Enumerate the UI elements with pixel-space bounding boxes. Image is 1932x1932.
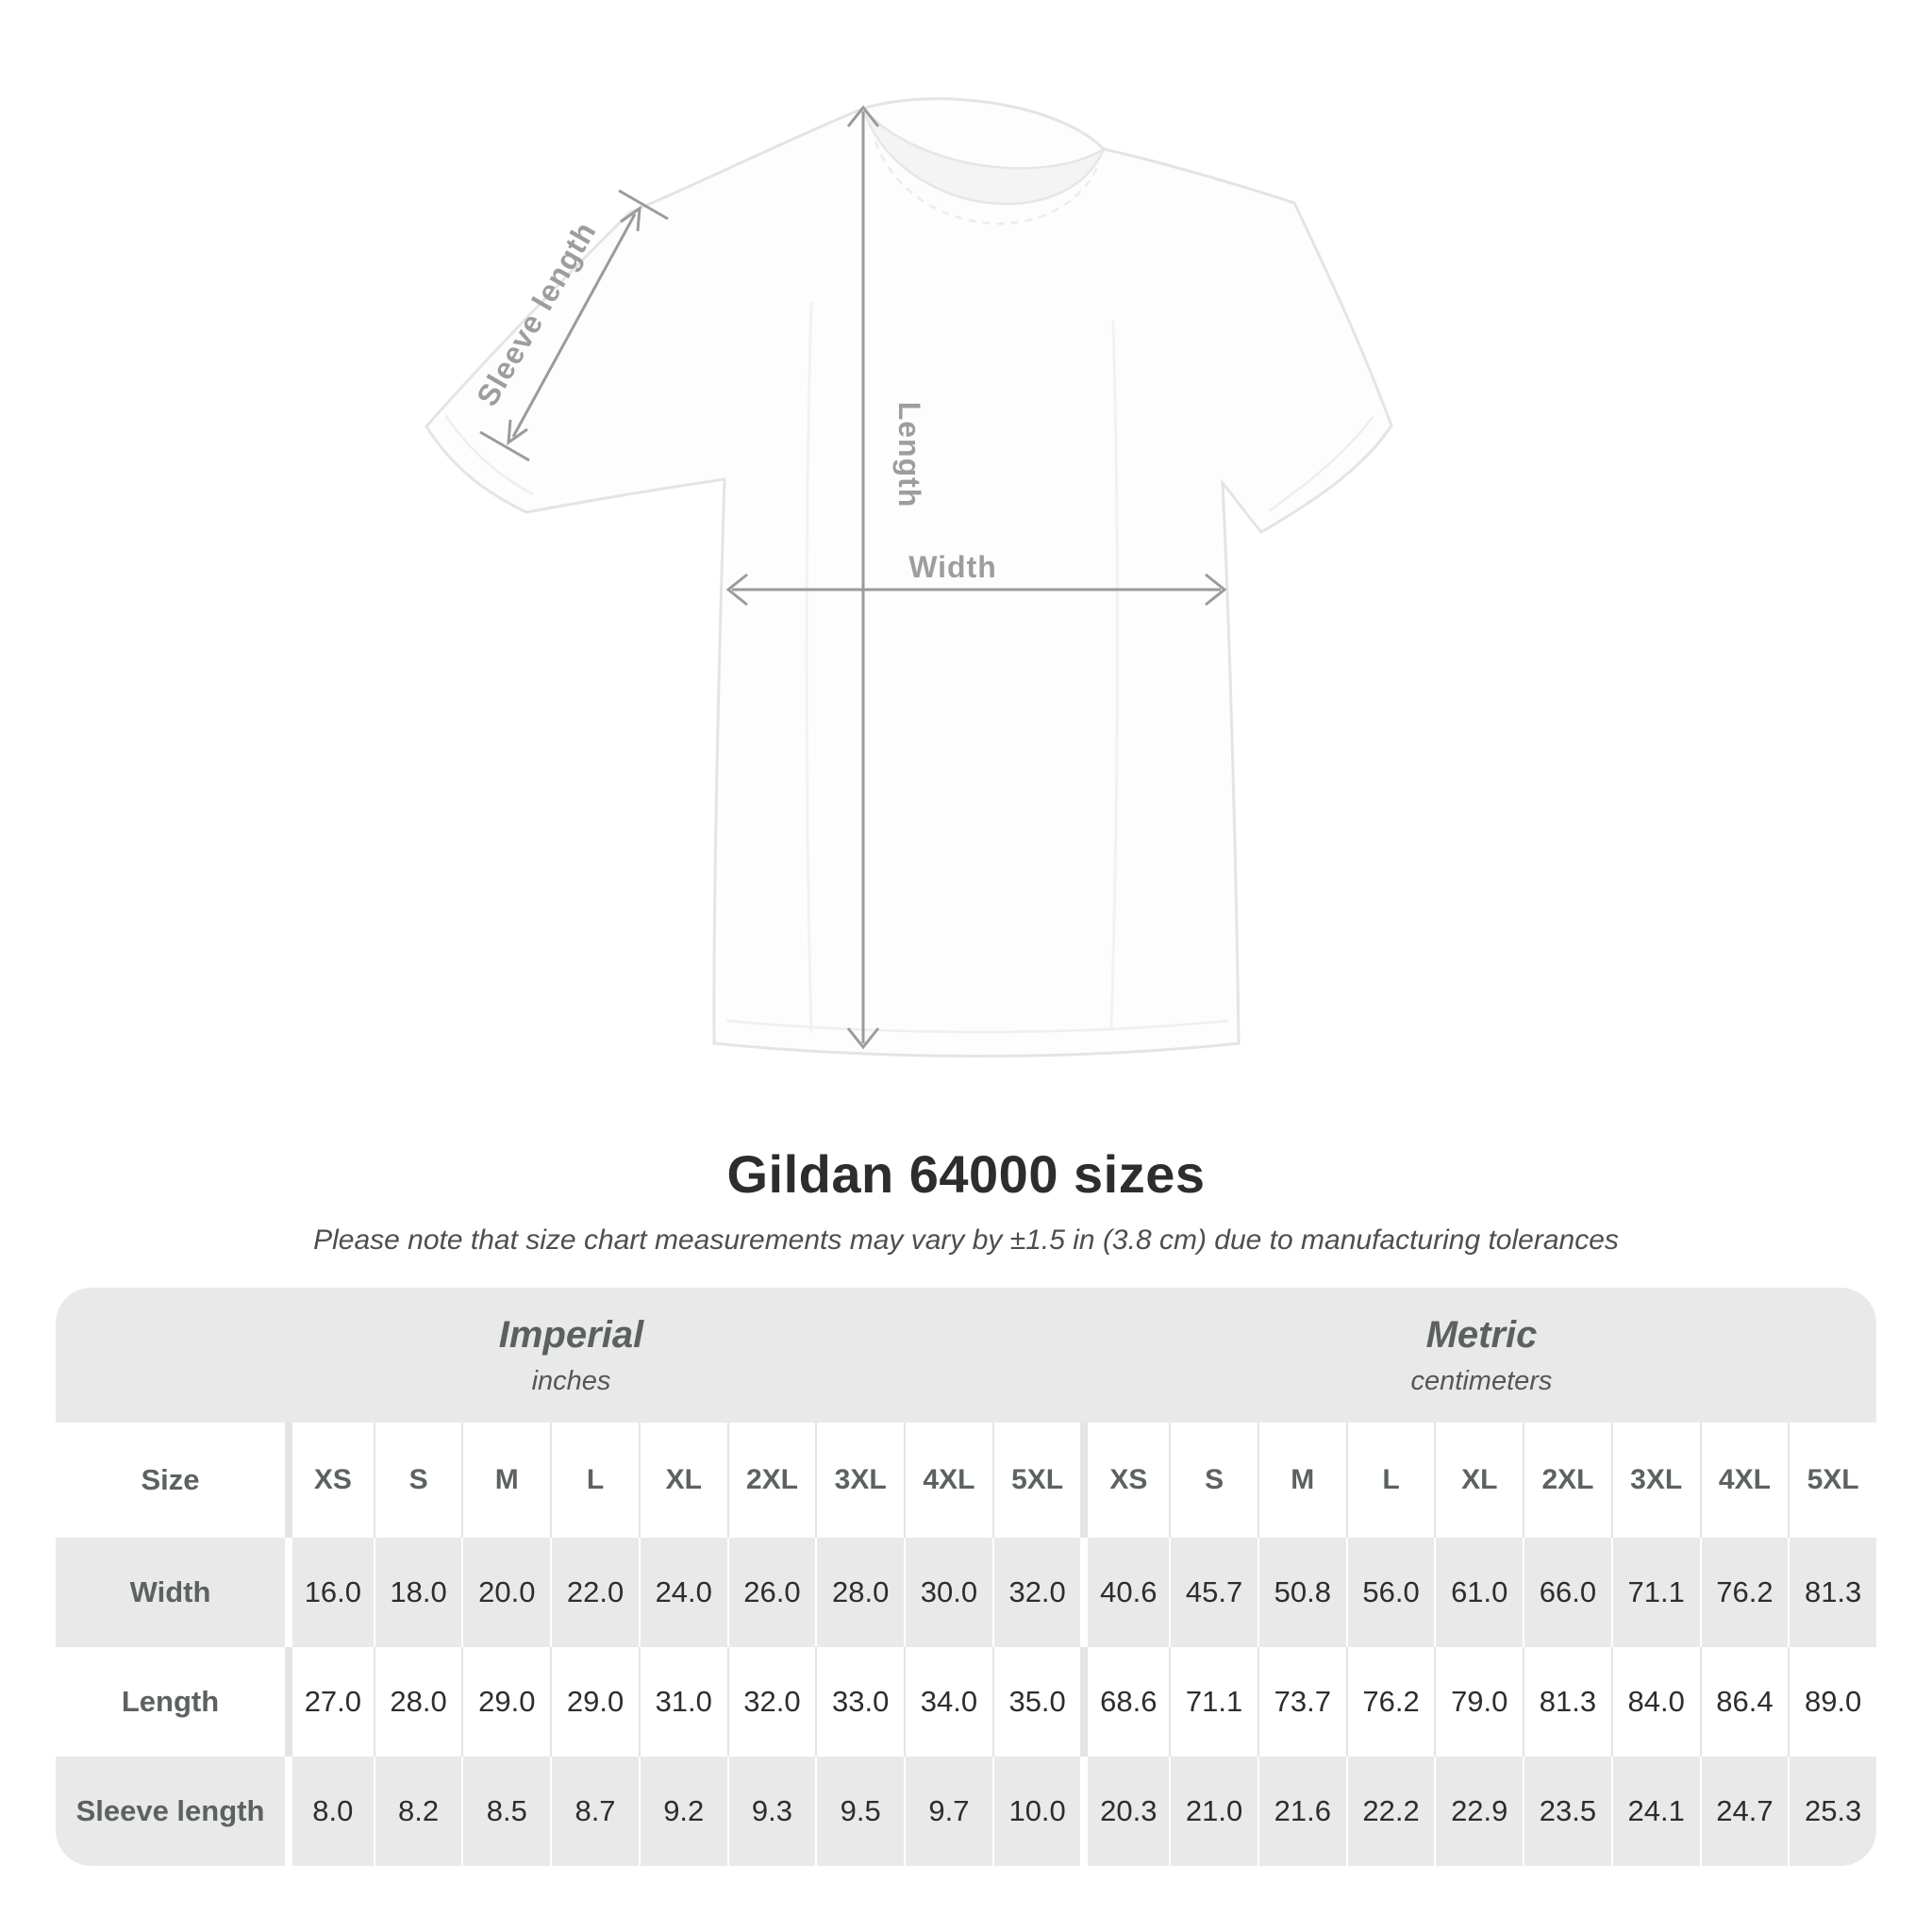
length-value-cell: 71.1 xyxy=(1169,1647,1257,1757)
length-value-cell: 31.0 xyxy=(639,1647,727,1757)
length-value-cell: 33.0 xyxy=(815,1647,904,1757)
sleeve-length-value-cell: 9.2 xyxy=(639,1757,727,1866)
sleeve-length-value-cell: 9.5 xyxy=(815,1757,904,1866)
width-value-cell: 81.3 xyxy=(1788,1538,1876,1647)
width-row-cells xyxy=(285,1538,1876,1647)
sleeve-length-label: Sleeve length xyxy=(470,215,603,412)
size-header-cell: XL xyxy=(639,1423,727,1538)
width-value-cell: 66.0 xyxy=(1523,1538,1611,1647)
page-subtitle: Please note that size chart measurements may vary by ±1.5 in (3.8 cm) due to manufacturing tolerances xyxy=(313,1224,1619,1256)
width-value-cell: 26.0 xyxy=(727,1538,816,1647)
width-value-cell: 24.0 xyxy=(639,1538,727,1647)
sleeve-length-value-cell: 8.5 xyxy=(461,1757,550,1866)
length-value-cell: 68.6 xyxy=(1080,1647,1169,1757)
sleeve-length-value-cell: 20.3 xyxy=(1080,1757,1169,1866)
length-value-cell: 86.4 xyxy=(1700,1647,1789,1757)
size-header-cell: 5XL xyxy=(1788,1423,1876,1538)
sleeve-length-value-cell: 24.7 xyxy=(1700,1757,1789,1866)
width-value-cell: 32.0 xyxy=(992,1538,1081,1647)
size-header-cell: XS xyxy=(1080,1423,1169,1538)
width-value-cell: 22.0 xyxy=(550,1538,639,1647)
sleeve-length-value-cell: 24.1 xyxy=(1611,1757,1700,1866)
sleeve-length-value-cell: 9.3 xyxy=(727,1757,816,1866)
sleeve-length-value-cell: 8.0 xyxy=(285,1757,374,1866)
sleeve-length-value-cell: 21.6 xyxy=(1257,1757,1346,1866)
length-row-label: Length xyxy=(121,1685,220,1718)
size-header-cell: L xyxy=(1346,1423,1435,1538)
size-header-cell: M xyxy=(461,1423,550,1538)
size-header-cell: 2XL xyxy=(1523,1423,1611,1538)
unit-header-band xyxy=(56,1288,1876,1423)
length-value-cell: 32.0 xyxy=(727,1647,816,1757)
size-header-cell: 4XL xyxy=(1700,1423,1789,1538)
imperial-label: Imperial xyxy=(498,1313,644,1356)
size-header-cell: 3XL xyxy=(815,1423,904,1538)
length-label: Length xyxy=(892,401,926,508)
size-header-cell: 5XL xyxy=(992,1423,1081,1538)
imperial-sublabel: inches xyxy=(531,1365,611,1396)
metric-label: Metric xyxy=(1425,1313,1538,1356)
width-row xyxy=(56,1538,1876,1647)
width-value-cell: 16.0 xyxy=(285,1538,374,1647)
size-header-cell: 4XL xyxy=(904,1423,992,1538)
length-value-cell: 29.0 xyxy=(550,1647,639,1757)
unit-header-imperial xyxy=(56,1288,1087,1423)
size-header-cells xyxy=(285,1423,1876,1538)
length-row xyxy=(56,1647,1876,1757)
size-header-cell: 3XL xyxy=(1611,1423,1700,1538)
length-value-cell: 84.0 xyxy=(1611,1647,1700,1757)
width-row-label: Width xyxy=(129,1575,211,1608)
sleeve-length-value-cell: 21.0 xyxy=(1169,1757,1257,1866)
size-header-cell: M xyxy=(1257,1423,1346,1538)
size-header-cell: L xyxy=(550,1423,639,1538)
sleeve-length-value-cell: 8.2 xyxy=(374,1757,462,1866)
size-header-cell: XL xyxy=(1434,1423,1523,1538)
sleeve-length-value-cell: 22.2 xyxy=(1346,1757,1435,1866)
length-value-cell: 76.2 xyxy=(1346,1647,1435,1757)
length-value-cell: 73.7 xyxy=(1257,1647,1346,1757)
sleeve-length-row-cells xyxy=(285,1757,1876,1866)
width-value-cell: 56.0 xyxy=(1346,1538,1435,1647)
size-header-cell: XS xyxy=(285,1423,374,1538)
width-value-cell: 45.7 xyxy=(1169,1538,1257,1647)
length-value-cell: 28.0 xyxy=(374,1647,462,1757)
size-table xyxy=(56,1288,1876,1866)
sleeve-length-value-cell: 22.9 xyxy=(1434,1757,1523,1866)
size-header-cell: S xyxy=(1169,1423,1257,1538)
metric-sublabel: centimeters xyxy=(1410,1365,1553,1396)
length-value-cell: 79.0 xyxy=(1434,1647,1523,1757)
width-value-cell: 28.0 xyxy=(815,1538,904,1647)
length-row-cells xyxy=(285,1647,1876,1757)
width-value-cell: 71.1 xyxy=(1611,1538,1700,1647)
size-header-cell: 2XL xyxy=(727,1423,816,1538)
length-value-cell: 27.0 xyxy=(285,1647,374,1757)
page-title: Gildan 64000 sizes xyxy=(726,1144,1206,1204)
width-value-cell: 61.0 xyxy=(1434,1538,1523,1647)
sleeve-length-row-label: Sleeve length xyxy=(75,1794,265,1827)
size-header-cell: S xyxy=(374,1423,462,1538)
sleeve-length-value-cell: 8.7 xyxy=(550,1757,639,1866)
size-header-row xyxy=(56,1423,1876,1538)
unit-header-metric xyxy=(1087,1288,1876,1423)
sleeve-length-value-cell: 23.5 xyxy=(1523,1757,1611,1866)
length-value-cell: 34.0 xyxy=(904,1647,992,1757)
sleeve-length-row xyxy=(56,1757,1876,1866)
sleeve-length-value-cell: 10.0 xyxy=(992,1757,1081,1866)
sleeve-length-value-cell: 9.7 xyxy=(904,1757,992,1866)
width-value-cell: 50.8 xyxy=(1257,1538,1346,1647)
width-value-cell: 40.6 xyxy=(1080,1538,1169,1647)
width-value-cell: 20.0 xyxy=(461,1538,550,1647)
size-column-header: Size xyxy=(141,1463,200,1496)
width-value-cell: 76.2 xyxy=(1700,1538,1789,1647)
width-value-cell: 18.0 xyxy=(374,1538,462,1647)
width-label: Width xyxy=(908,550,997,584)
width-value-cell: 30.0 xyxy=(904,1538,992,1647)
length-value-cell: 81.3 xyxy=(1523,1647,1611,1757)
length-value-cell: 29.0 xyxy=(461,1647,550,1757)
length-value-cell: 35.0 xyxy=(992,1647,1081,1757)
sleeve-length-value-cell: 25.3 xyxy=(1788,1757,1876,1866)
length-value-cell: 89.0 xyxy=(1788,1647,1876,1757)
